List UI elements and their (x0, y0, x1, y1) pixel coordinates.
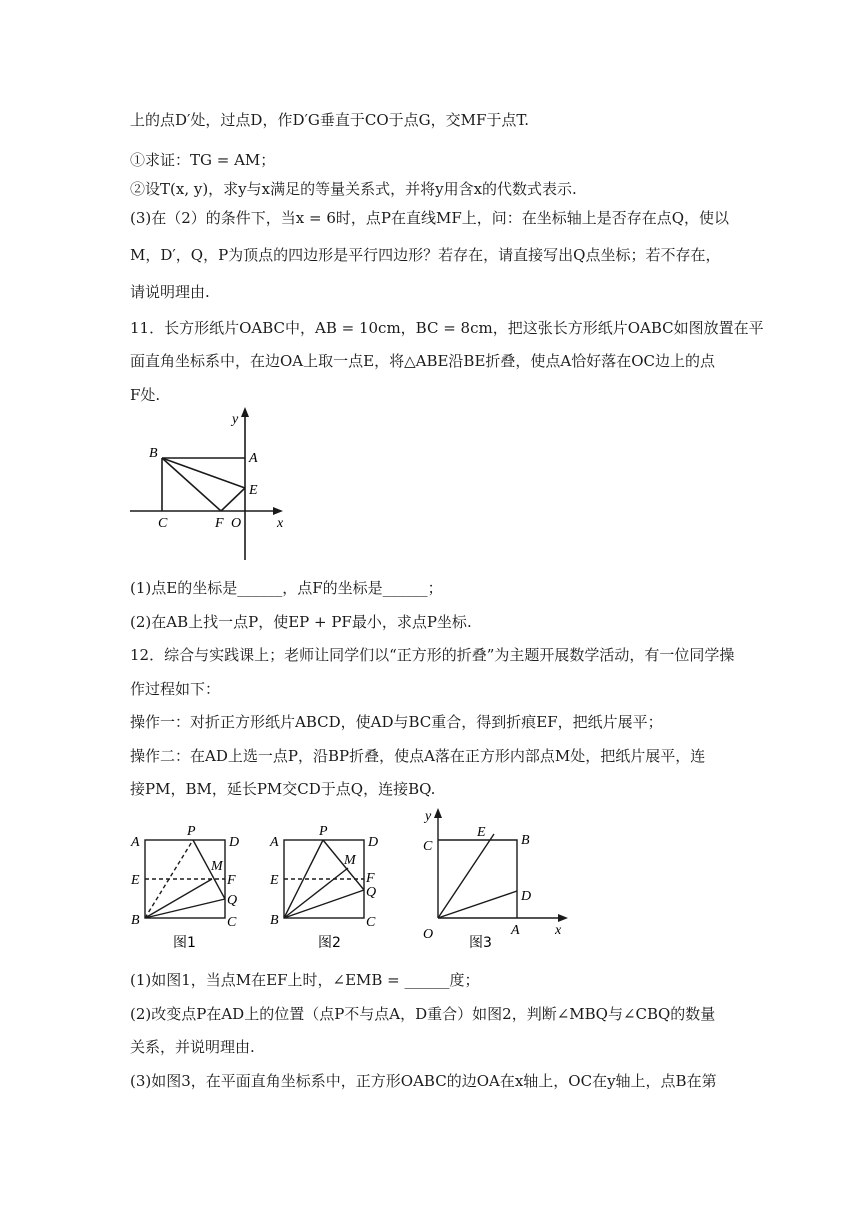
text-line-12: 12．综合与实践课上；老师让同学们以“正方形的折叠”为主题开展数学活动，有一位同学操 (130, 646, 735, 664)
text-line-2: ①求证：TG = AM； (130, 151, 276, 169)
fig11-label-E: E (249, 483, 258, 498)
fig1-label-F: F (227, 873, 236, 888)
figure-1 (125, 820, 255, 955)
text-line-13: 作过程如下： (130, 680, 221, 698)
text-line-18: (2)改变点P在AD上的位置（点P不与点A，D重合）如图2，判断∠MBQ与∠CBQ的数量 (130, 1005, 716, 1023)
fig2-label-D: D (368, 835, 379, 850)
fig3-label-O: O (423, 927, 434, 942)
fig1-label-C: C (227, 915, 237, 930)
fig3-label-A: A (511, 923, 520, 938)
text-line-11: (2)在AB上找一点P，使EP + PF最小，求点P坐标. (130, 613, 472, 631)
fig3-label-B: B (521, 833, 530, 848)
text-line-5: M，D′，Q，P为顶点的四边形是平行四边形？若存在，请直接写出Q点坐标；若不存在， (130, 246, 721, 264)
fig1-label-D: D (229, 835, 240, 850)
fig1-label-B: B (131, 913, 140, 928)
text-line-3: ②设T(x, y)，求y与x满足的等量关系式，并将y用含x的代数式表示. (130, 180, 577, 198)
text-line-6: 请说明理由. (130, 283, 210, 301)
fig11-label-F: F (215, 516, 224, 531)
fig3-label-D: D (521, 889, 532, 904)
fig2-label-C: C (366, 915, 376, 930)
fig1-label-M: M (211, 859, 223, 874)
fig11-label-y: y (232, 412, 239, 427)
fig11-label-O: O (231, 516, 242, 531)
fig2-label-E: E (270, 873, 279, 888)
text-line-14: 操作一：对折正方形纸片ABCD，使AD与BC重合，得到折痕EF，把纸片展平； (130, 713, 663, 731)
fig2-caption: 图2 (318, 935, 341, 951)
text-line-15: 操作二：在AD上选一点P，沿BP折叠，使点A落在正方形内部点M处，把纸片展平，连 (130, 747, 706, 765)
figure-3 (405, 806, 575, 956)
fig2-label-B: B (270, 913, 279, 928)
text-line-16: 接PM，BM，延长PM交CD于点Q，连接BQ. (130, 780, 436, 798)
fig2-label-M: M (344, 853, 356, 868)
fig11-label-B: B (149, 446, 158, 461)
text-line-17: (1)如图1，当点M在EF上时，∠EMB = ______度； (130, 971, 480, 989)
fig1-label-E: E (131, 873, 140, 888)
text-line-4: (3)在（2）的条件下，当x = 6时，点P在直线MF上，问：在坐标轴上是否存在点Q，使以 (130, 209, 730, 227)
fig2-label-Q: Q (366, 885, 377, 900)
fig1-label-A: A (131, 835, 140, 850)
fig3-label-x: x (555, 923, 562, 938)
fig3-label-C: C (423, 839, 433, 854)
fig11-label-x: x (277, 516, 284, 531)
fig1-label-Q: Q (227, 893, 238, 908)
text-line-10: (1)点E的坐标是______，点F的坐标是______； (130, 579, 443, 597)
fig2-label-A: A (270, 835, 279, 850)
fig11-label-A: A (249, 451, 258, 466)
fig2-label-P: P (319, 824, 328, 839)
fig3-label-E: E (477, 825, 486, 840)
fig11-label-C: C (158, 516, 168, 531)
text-line-20: (3)如图3，在平面直角坐标系中，正方形OABC的边OA在x轴上，OC在y轴上，点B在第 (130, 1072, 717, 1090)
text-line-1: 上的点D′处，过点D，作D′G垂直于CO于点G，交MF于点T. (130, 111, 529, 129)
text-line-19: 关系，并说明理由. (130, 1038, 255, 1056)
figure-11 (125, 405, 305, 565)
text-line-8: 面直角坐标系中，在边OA上取一点E，将△ABE沿BE折叠，使点A恰好落在OC边上的点 (130, 352, 716, 370)
fig2-label-F: F (366, 871, 375, 886)
fig1-label-P: P (187, 824, 196, 839)
text-line-9: F处. (130, 386, 161, 404)
figure-2 (262, 820, 392, 955)
fig3-caption: 图3 (469, 935, 492, 951)
fig1-caption: 图1 (173, 935, 196, 951)
text-line-7: 11．长方形纸片OABC中，AB = 10cm，BC = 8cm，把这张长方形纸片OABC如图放置在平 (130, 319, 764, 337)
fig3-label-y: y (425, 809, 432, 824)
